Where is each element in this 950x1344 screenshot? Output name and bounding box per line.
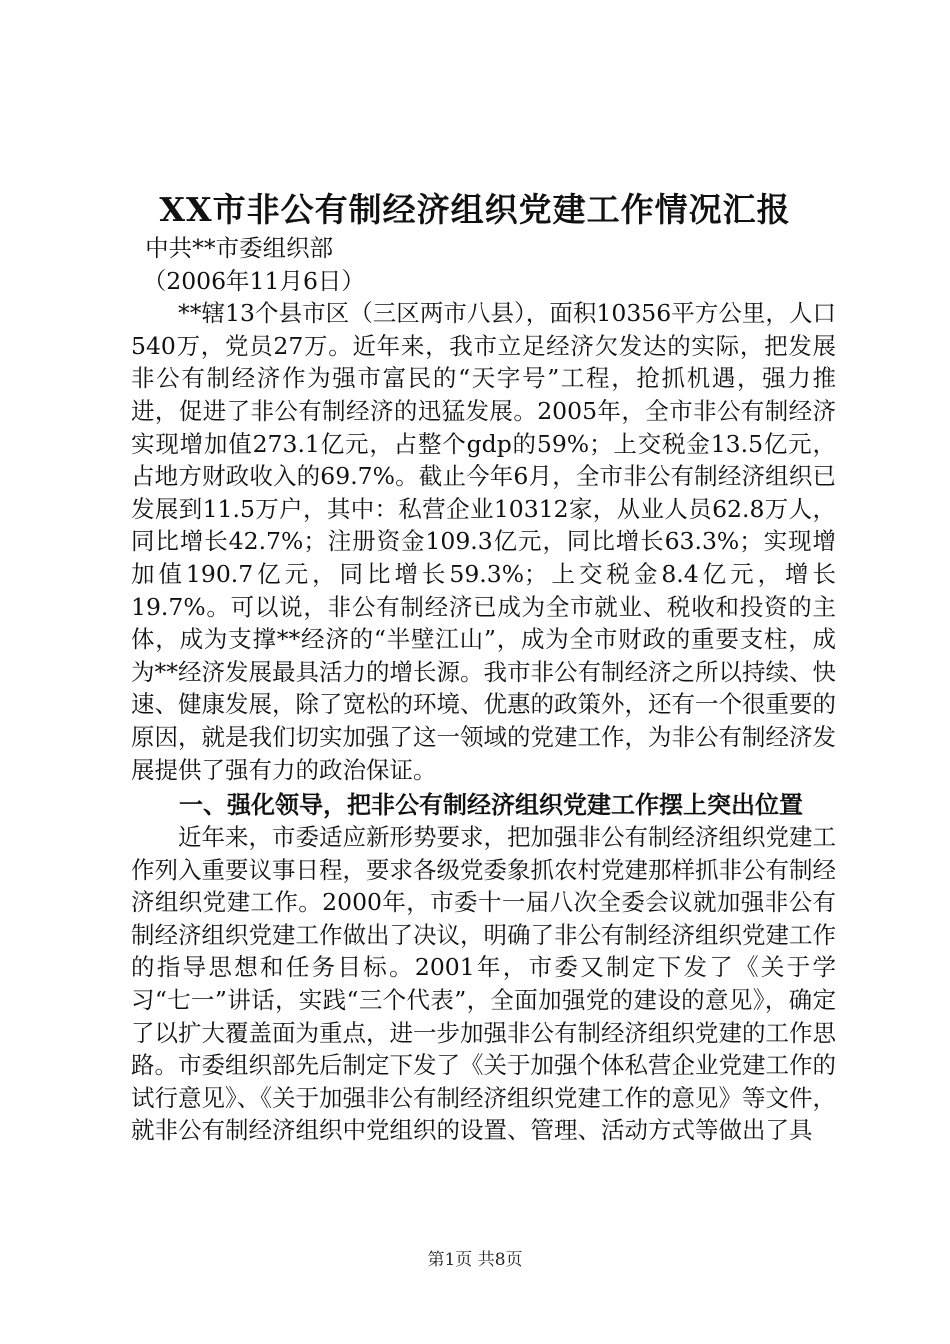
paragraph-section-1: 近年来，市委适应新形势要求，把加强非公有制经济组织党建工作列入重要议事日程，要求各级党委象抓农村党建那样抓非公有制经济组织党建工作。2000年，市委十一届八次全委会议就加强非公有制经济组织党建工作做出了决议，明确了非公有制经济组织党建工作的指导思想和任务目标。2001年，市委又制定下发了《关于学习“七一”讲话，实践“三个代表”，全面加强党的建设的意见》，确定了以扩大覆盖面为重点，进一步加强非公有制经济组织党建的工作思路。市委组织部先后制定下发了《关于加强个体私营企业党建工作的试行意见》、《关于加强非公有制经济组织党建工作的意见》等文件，就非公有制经济组织中党组织的设置、管理、活动方式等做出了具 [131, 823, 836, 1145]
author-line: 中共**市委组织部 [145, 234, 334, 262]
document-title: XX市非公有制经济组织党建工作情况汇报 [159, 190, 791, 229]
date-line: （2006年11月6日） [142, 266, 365, 295]
page-footer: 第1页 共8页 [427, 1250, 523, 1270]
document-body [131, 232, 836, 1147]
paragraph-intro: **辖13个县市区（三区两市八县），面积10356平方公里，人口540万，党员27万。近年来，我市立足经济欠发达的实际，把发展非公有制经济作为强市富民的“天字号”工程，抢抓机遇，强力推进，促进了非公有制经济的迅猛发展。2005年，全市非公有制经济实现增加值273.1亿元，占整个gdp的59%；上交税金13.5亿元，占地方财政收入的69.7%。截止今年6月，全市非公有制经济组织已发展到11.5万户，其中：私营企业10312家，从业人员62.8万人，同比增长42.7%；注册资金109.3亿元，同比增长63.3%；实现增加值190.7亿元，同比增长59.3%；上交税金8.4亿元，增长19.7%。可以说，非公有制经济已成为全市就业、税收和投资的主体，成为支撑**经济的“半壁江山”，成为全市财政的重要支柱，成为**经济发展最具活力的增长源。我市非公有制经济之所以持续、快速、健康发展，除了宽松的环境、优惠的政策外，还有一个很重要的原因，就是我们切实加强了这一领域的党建工作，为非公有制经济发展提供了强有力的政治保证。 [131, 299, 836, 784]
section-heading-1: 一、强化领导，把非公有制经济组织党建工作摆上突出位置 [179, 790, 803, 820]
